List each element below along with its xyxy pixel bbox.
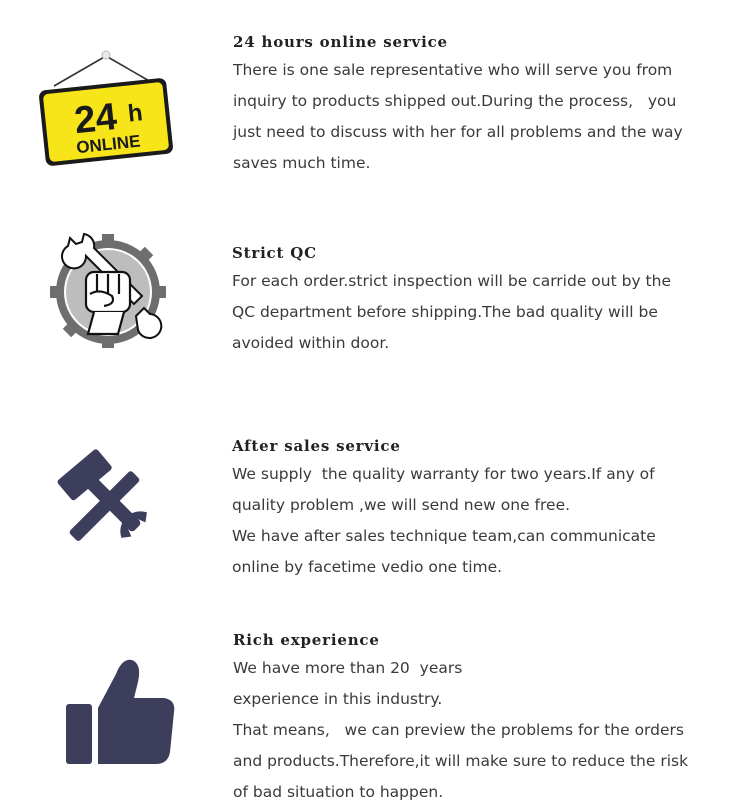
section-text-line: just need to discuss with her for all problems and the way: [233, 123, 683, 141]
sign-online: ONLINE: [75, 131, 142, 158]
sign-h: h: [126, 99, 144, 128]
section-text-line: experience in this industry.: [233, 690, 443, 708]
hammer-wrench-icon: [48, 444, 168, 554]
section-text-line: We have after sales technique team,can communicate: [232, 527, 656, 545]
section-title: 24 hours online service: [233, 33, 448, 51]
section-text-line: That means, we can preview the problems for the orders: [233, 721, 684, 739]
section-text-line: We supply the quality warranty for two years.If any of: [232, 465, 655, 483]
fist-wrench-gear-icon: [50, 232, 166, 348]
section-text-line: inquiry to products shipped out.During the process, you: [233, 92, 677, 110]
section-title: After sales service: [232, 437, 401, 455]
thumbs-up-icon: [60, 652, 180, 764]
section-text-line: online by facetime vedio one time.: [232, 558, 503, 576]
sign-number: 24: [72, 95, 119, 143]
section-text-line: quality problem ,we will send new one free.: [232, 496, 571, 514]
section-text-line: For each order.strict inspection will be carride out by the: [232, 272, 671, 290]
section-title: Rich experience: [233, 631, 380, 649]
section-text-line: QC department before shipping.The bad quality will be: [232, 303, 658, 321]
section-text-line: There is one sale representative who will serve you from: [233, 61, 673, 79]
section-text-line: saves much time.: [233, 154, 371, 172]
section-text-line: and products.Therefore,it will make sure to reduce the risk: [233, 752, 689, 770]
24h-online-sign-icon: [32, 44, 180, 166]
section-text-line: of bad situation to happen.: [233, 783, 444, 801]
section-text-line: avoided within door.: [232, 334, 390, 352]
section-text-line: We have more than 20 years: [233, 659, 463, 677]
section-title: Strict QC: [232, 244, 317, 262]
